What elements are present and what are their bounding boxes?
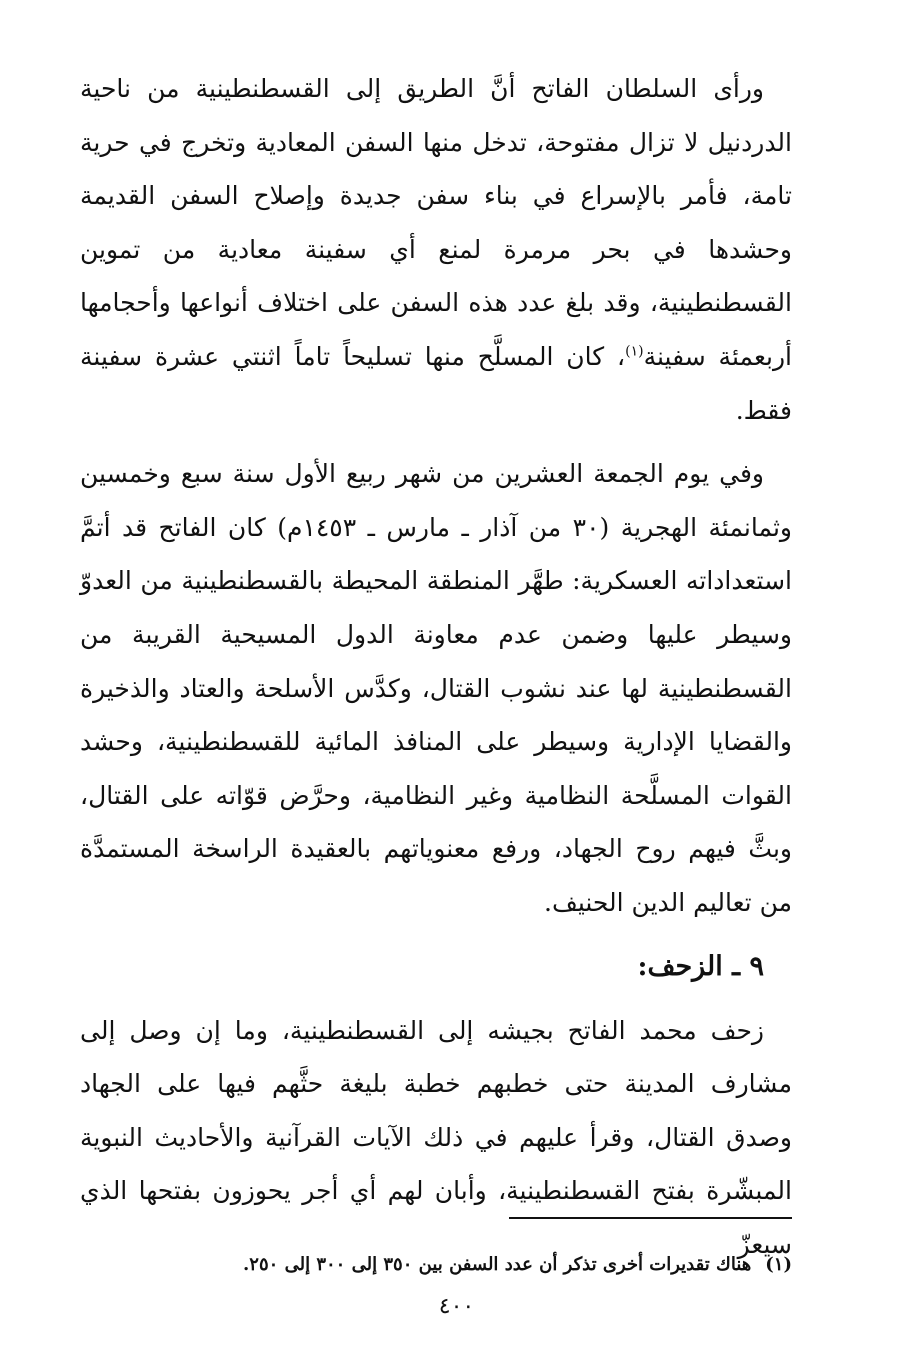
paragraph-advance: زحف محمد الفاتح بجيشه إلى القسطنطينية، وما إن وصل إلى مشارف المدينة حتى خطبهم خطبة بليغة حثَّهم فيها على الجهاد وصدق القتال، وقرأ عليهم في ذلك الآيات القرآنية والأحاديث النبوية المبشّرة بفتح القسطنطينية، وأبان لهم أي أجر يحوزون بفتحها الذي سيعزّ: [80, 1015, 792, 1259]
paragraph-preparations: وفي يوم الجمعة العشرين من شهر ربيع الأول سنة سبع وخمسين وثمانمئة الهجرية (٣٠ من آذار ـ مارس ـ ١٤٥٣م) كان الفاتح قد أتمَّ استعداداته العسكرية: طهَّر المنطقة المحيطة بالقسطنطينية من العدوّ وسيطر عليها وضمن عدم معاونة الدول المسيحية القريبة من القسطنطينية لها عند نشوب القتال، وكدَّس الأسلحة والعتاد والذخيرة والقضايا الإدارية وسيطر على المنافذ المائية للقسطنطينية، وحشد القوات المسلَّحة النظامية وغير النظامية، وحرَّض قوّاته على القتال، وبثَّ فيهم روح الجهاد، ورفع معنوياتهم بالعقيدة الراسخة المستمدَّة من تعاليم الدين الحنيف.: [80, 459, 792, 917]
page-number: ٤٠٠: [438, 1294, 475, 1319]
paragraph-fleet: [80, 62, 792, 437]
footnote-text: هناك تقديرات أخرى تذكر أن عدد السفن بين ٣٥٠ إلى ٣٠٠ إلى ٢٥٠.: [243, 1254, 752, 1275]
footnote-divider: [509, 1217, 792, 1219]
section-heading: ٩ ـ الزحف:: [637, 950, 764, 982]
paragraph-fleet-text-end: ، كان المسلَّح منها تسليحاً تاماً اثنتي عشرة سفينة فقط.: [80, 341, 792, 425]
footnote-reference: (١): [625, 343, 644, 360]
page-body: [80, 62, 792, 1271]
paragraph-fleet-text: ورأى السلطان الفاتح أنَّ الطريق إلى القسطنطينية من ناحية الدردنيل لا تزال مفتوحة، تدخل منها السفن المعادية وتخرج في حرية تامة، فأمر بالإسراع في بناء سفن جديدة وإصلاح السفن القديمة وحشدها في بحر مرمرة لمنع أي سفينة معادية من تموين القسطنطينية، وقد بلغ عدد هذه السفن على اختلاف أنواعها وأحجامها أربعمئة سفينة: [80, 74, 792, 371]
footnote: [120, 1252, 792, 1278]
footnote-number: (١): [765, 1254, 792, 1275]
